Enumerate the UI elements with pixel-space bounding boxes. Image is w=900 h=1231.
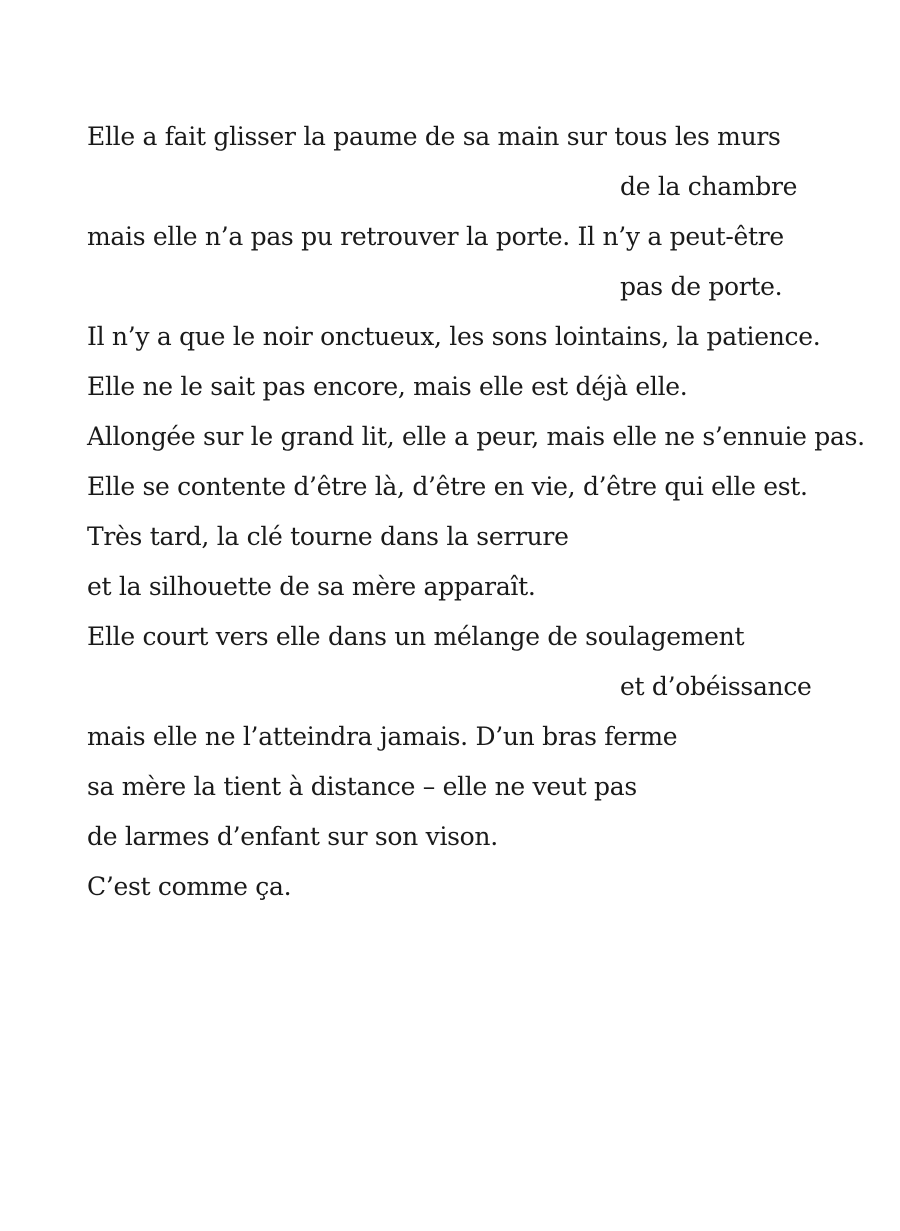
poem-line: Elle court vers elle dans un mélange de soulagement — [87, 622, 745, 651]
poem-line: Elle ne le sait pas encore, mais elle est déjà elle. — [87, 372, 688, 401]
poem-line: Elle a fait glisser la paume de sa main sur tous les murs — [87, 122, 781, 151]
poem-line: mais elle ne l’atteindra jamais. D’un bras ferme — [87, 722, 678, 751]
poem-line: Très tard, la clé tourne dans la serrure — [87, 522, 569, 551]
poem-text — [87, 112, 867, 912]
poem-line: et la silhouette de sa mère apparaît. — [87, 572, 536, 601]
poem-line: Il n’y a que le noir onctueux, les sons lointains, la patience. — [87, 322, 821, 351]
poem-line-indented: et d’obéissance — [620, 672, 812, 701]
poem-line: C’est comme ça. — [87, 872, 292, 901]
poem-line-indented: pas de porte. — [620, 272, 783, 301]
poem-line: Allongée sur le grand lit, elle a peur, mais elle ne s’ennuie pas. — [87, 422, 865, 451]
poem-line-indented: de la chambre — [620, 172, 798, 201]
poem-line: Elle se contente d’être là, d’être en vie, d’être qui elle est. — [87, 472, 808, 501]
poem-line: sa mère la tient à distance – elle ne veut pas — [87, 772, 637, 801]
poem-line: de larmes d’enfant sur son vison. — [87, 822, 498, 851]
poem-line: mais elle n’a pas pu retrouver la porte. Il n’y a peut-être — [87, 222, 784, 251]
